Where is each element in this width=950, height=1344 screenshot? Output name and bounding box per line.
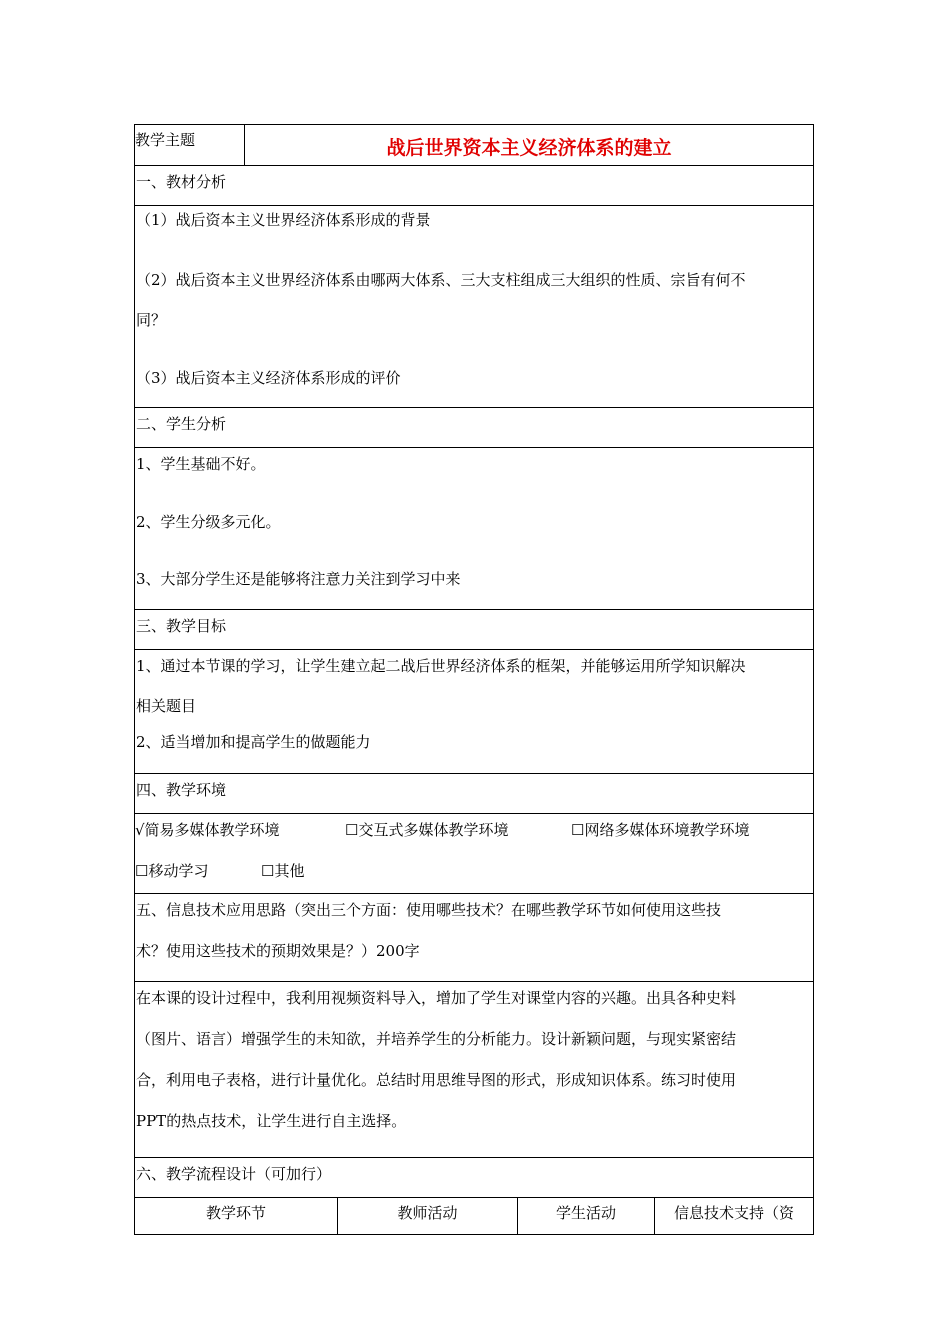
flow-col-teacher: 教师活动 (338, 1198, 518, 1234)
student-analysis-content (135, 454, 813, 610)
environment-options (135, 814, 813, 894)
section-heading-materials (135, 166, 813, 206)
env-network-multimedia-checkbox[interactable]: ☐网络多媒体环境教学环境 (571, 821, 750, 839)
objective-item-2: 2、适当增加和提高学生的做题能力 (136, 733, 371, 751)
section-heading-objectives (135, 610, 813, 650)
section-heading-text: 二、学生分析 (136, 415, 227, 433)
materials-item-3: （3）战后资本主义经济体系形成的评价 (136, 369, 401, 387)
environment-options-line-1 (135, 820, 813, 840)
objective-item-1-cont: 相关题目 (136, 697, 197, 715)
student-item-3: 3、大部分学生还是能够将注意力关注到学习中来 (136, 570, 461, 588)
section-heading-flow (135, 1158, 813, 1198)
title-row (135, 125, 813, 166)
section-heading-environment (135, 774, 813, 814)
student-item-1: 1、学生基础不好。 (136, 455, 266, 473)
materials-item-1: （1）战后资本主义世界经济体系形成的背景 (136, 211, 431, 229)
it-approach-line-3: 合，利用电子表格，进行计量优化。总结时用思维导图的形式，形成知识体系。练习时使用 (136, 1071, 737, 1089)
section-heading-text: 一、教材分析 (136, 173, 227, 191)
lesson-plan-table (134, 124, 814, 1235)
objective-item-1: 1、通过本节课的学习，让学生建立起二战后世界经济体系的框架，并能够运用所学知识解决 (136, 657, 746, 675)
it-approach-heading-line-1: 五、信息技术应用思路（突出三个方面：使用哪些技术？在哪些教学环节如何使用这些技 (136, 901, 722, 919)
env-mobile-learning-checkbox[interactable]: ☐移动学习 (135, 862, 209, 880)
section-heading-it-approach (135, 900, 813, 982)
flow-col-it-support: 信息技术支持（资 (673, 1204, 794, 1222)
env-interactive-multimedia-checkbox[interactable]: ☐交互式多媒体教学环境 (345, 821, 509, 839)
it-approach-content (135, 988, 813, 1158)
section-heading-students (135, 408, 813, 448)
materials-analysis-content (135, 210, 813, 408)
env-other-checkbox[interactable]: ☐其他 (261, 862, 305, 880)
flow-col-stage: 教学环节 (135, 1198, 338, 1234)
section-heading-text: 四、教学环境 (136, 781, 227, 799)
materials-item-2-cont: 同？ (136, 311, 167, 329)
it-approach-line-2: （图片、语言）增强学生的未知欲，并培养学生的分析能力。设计新颖问题，与现实紧密结 (136, 1030, 737, 1048)
it-approach-line-4: PPT的热点技术，让学生进行自主选择。 (136, 1112, 407, 1130)
lesson-title: 战后世界资本主义经济体系的建立 (386, 137, 672, 159)
environment-options-line-2 (135, 861, 813, 881)
section-heading-text: 六、教学流程设计（可加行） (136, 1165, 332, 1183)
flow-col-student: 学生活动 (518, 1198, 655, 1234)
section-heading-text: 三、教学目标 (136, 617, 227, 635)
topic-label: 教学主题 (135, 125, 245, 165)
it-approach-heading-line-2: 术？使用这些技术的预期效果是？）200字 (136, 942, 420, 960)
student-item-2: 2、学生分级多元化。 (136, 513, 281, 531)
materials-item-2: （2）战后资本主义世界经济体系由哪两大体系、三大支柱组成三大组织的性质、宗旨有何不 (136, 271, 746, 289)
flow-table-header (135, 1198, 813, 1234)
env-simple-multimedia-checkbox[interactable]: √简易多媒体教学环境 (135, 821, 280, 839)
it-approach-line-1: 在本课的设计过程中，我利用视频资料导入，增加了学生对课堂内容的兴趣。出具各种史料 (136, 989, 737, 1007)
objectives-content (135, 656, 813, 774)
